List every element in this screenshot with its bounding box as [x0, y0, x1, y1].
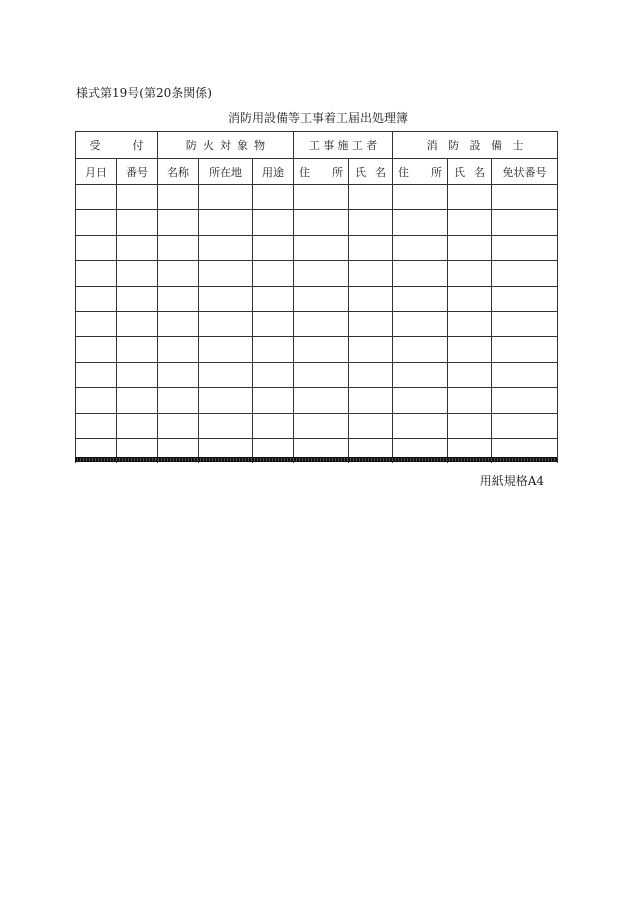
table-cell [199, 261, 253, 286]
table-cell [253, 185, 294, 210]
processing-register-table [75, 131, 558, 463]
table-cell [448, 235, 492, 260]
table-cell [294, 337, 349, 362]
header-month-day: 月日 [76, 159, 117, 185]
table-cell [76, 185, 117, 210]
document-title: 消防用設備等工事着工届出処理簿 [227, 111, 408, 125]
table-cell [448, 362, 492, 387]
table-row [76, 311, 558, 336]
table-cell [158, 210, 199, 235]
table-cell [349, 235, 393, 260]
header-fire-equipment-engineer: 消防設備士 [393, 132, 558, 159]
table-cell [393, 286, 448, 311]
contractor-address-char-1: 住 [299, 165, 311, 179]
table-cell [349, 337, 393, 362]
table-row [76, 261, 558, 286]
table-cell [199, 311, 253, 336]
form-number: 様式第19号(第20条関係) [76, 86, 212, 100]
header-engineer-name [448, 159, 492, 185]
header-name: 名称 [158, 159, 199, 185]
table-cell [76, 261, 117, 286]
table-cell [393, 388, 448, 413]
table-cell [294, 235, 349, 260]
header-contractor-name [349, 159, 393, 185]
engineer-address-char-2: 所 [431, 165, 443, 179]
table-cell [393, 311, 448, 336]
table-cell [117, 235, 158, 260]
table-cell [253, 261, 294, 286]
table-cell [253, 235, 294, 260]
table-cell [294, 311, 349, 336]
engineer-address-char-1: 住 [398, 165, 410, 179]
table-row [76, 413, 558, 438]
table-cell [117, 362, 158, 387]
sub-header-row [76, 159, 558, 185]
header-reception: 受 付 [76, 132, 158, 159]
header-contractor: 工事施工者 [294, 132, 393, 159]
table-cell [117, 311, 158, 336]
table-cell [253, 286, 294, 311]
table-cell [199, 362, 253, 387]
table-cell [76, 210, 117, 235]
table-cell [158, 261, 199, 286]
table-cell [448, 337, 492, 362]
table-cell [448, 388, 492, 413]
table-cell [117, 261, 158, 286]
table-cell [393, 185, 448, 210]
table-cell [76, 311, 117, 336]
table-cell [393, 210, 448, 235]
table-cell [158, 235, 199, 260]
table-cell [349, 362, 393, 387]
table-cell [294, 388, 349, 413]
header-use: 用途 [253, 159, 294, 185]
table-cell [349, 261, 393, 286]
table-cell [253, 210, 294, 235]
table-cell [393, 413, 448, 438]
table-cell [492, 185, 558, 210]
table-cell [199, 337, 253, 362]
header-contractor-address [294, 159, 349, 185]
table-cell [349, 210, 393, 235]
table-row [76, 210, 558, 235]
table-row [76, 235, 558, 260]
contractor-name-char-1: 氏 [355, 165, 367, 179]
table-cell [117, 337, 158, 362]
table-cell [199, 388, 253, 413]
table-cell [76, 337, 117, 362]
register-body [76, 185, 558, 464]
table-cell [294, 286, 349, 311]
table-cell [492, 388, 558, 413]
table-cell [117, 185, 158, 210]
table-cell [253, 388, 294, 413]
table-cell [158, 413, 199, 438]
header-license-number: 免状番号 [492, 159, 558, 185]
table-cell [199, 413, 253, 438]
header-location: 所在地 [199, 159, 253, 185]
table-cell [253, 311, 294, 336]
table-cell [448, 286, 492, 311]
table-cell [448, 261, 492, 286]
table-cell [117, 286, 158, 311]
table-cell [117, 210, 158, 235]
table-row [76, 388, 558, 413]
table-cell [492, 210, 558, 235]
header-number: 番号 [117, 159, 158, 185]
table-cell [199, 185, 253, 210]
table-cell [294, 210, 349, 235]
table-cell [158, 185, 199, 210]
table-cell [294, 362, 349, 387]
paper-size-note: 用紙規格A4 [479, 474, 544, 488]
table-cell [448, 311, 492, 336]
table-cell [253, 362, 294, 387]
table-cell [393, 261, 448, 286]
table-cell [76, 388, 117, 413]
table-row [76, 362, 558, 387]
table-cell [492, 235, 558, 260]
table-cell [199, 210, 253, 235]
table-cell [393, 337, 448, 362]
table-cell [76, 235, 117, 260]
header-fire-target: 防火対象物 [158, 132, 294, 159]
table-cell [492, 413, 558, 438]
table-cell [294, 413, 349, 438]
table-cell [349, 311, 393, 336]
table-row [76, 286, 558, 311]
table-cell [158, 286, 199, 311]
group-header-row [76, 132, 558, 159]
engineer-name-char-2: 名 [474, 165, 486, 179]
table-cell [492, 286, 558, 311]
table-cell [393, 362, 448, 387]
table-cell [253, 337, 294, 362]
table-cell [199, 235, 253, 260]
table-cell [448, 185, 492, 210]
table-cell [253, 413, 294, 438]
table-bottom-rule [75, 457, 557, 462]
contractor-name-char-2: 名 [375, 165, 387, 179]
table-cell [492, 311, 558, 336]
table-cell [158, 337, 199, 362]
table-cell [492, 337, 558, 362]
table-cell [448, 210, 492, 235]
contractor-address-char-2: 所 [332, 165, 344, 179]
table-cell [492, 261, 558, 286]
table-cell [294, 261, 349, 286]
table-cell [76, 362, 117, 387]
table-row [76, 185, 558, 210]
header-engineer-address [393, 159, 448, 185]
table-row [76, 337, 558, 362]
table-cell [349, 185, 393, 210]
table-cell [158, 311, 199, 336]
table-cell [158, 388, 199, 413]
table-cell [158, 362, 199, 387]
table-cell [117, 388, 158, 413]
table-cell [349, 286, 393, 311]
table-cell [349, 388, 393, 413]
table-cell [199, 286, 253, 311]
table-cell [448, 413, 492, 438]
table-cell [76, 286, 117, 311]
table-cell [349, 413, 393, 438]
table-cell [492, 362, 558, 387]
table-cell [76, 413, 117, 438]
table-cell [294, 185, 349, 210]
engineer-name-char-1: 氏 [454, 165, 466, 179]
table-cell [393, 235, 448, 260]
table-cell [117, 413, 158, 438]
